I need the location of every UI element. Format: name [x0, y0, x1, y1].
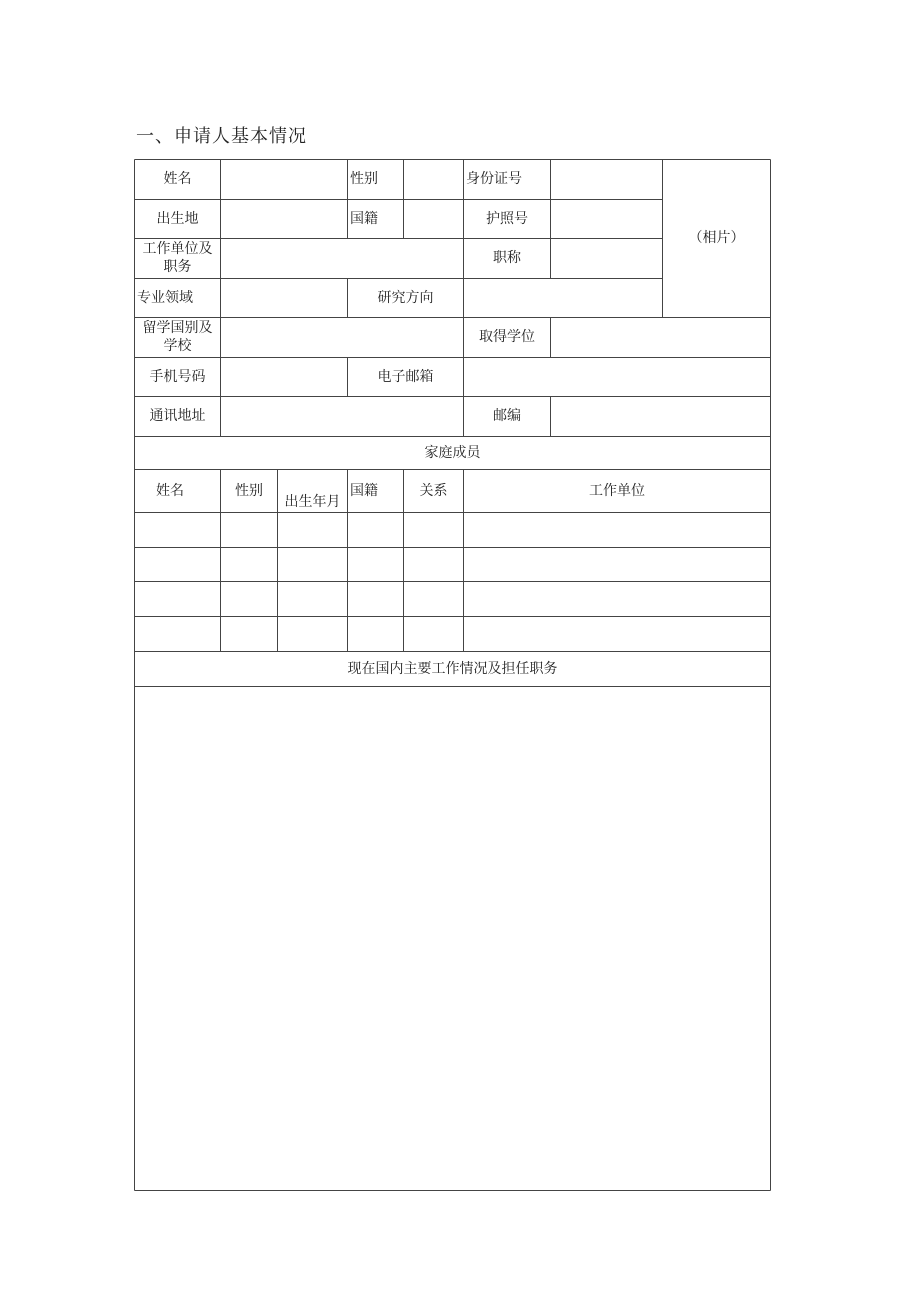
photo-placeholder[interactable]: （相片）: [688, 230, 745, 247]
family-col-employer: 工作单位: [589, 482, 645, 499]
family-row-4-gender[interactable]: [221, 617, 277, 651]
gender-field[interactable]: [404, 160, 463, 199]
label-study-country-school: [135, 318, 220, 357]
birthplace-field[interactable]: [221, 200, 347, 238]
label-passport-number: 护照号: [486, 210, 528, 227]
family-row-4-birth[interactable]: [278, 617, 347, 651]
family-row-2-relation[interactable]: [404, 548, 463, 581]
label-mobile: 手机号码: [149, 368, 206, 385]
work-section-header: 现在国内主要工作情况及担任职务: [347, 660, 558, 677]
employer-position-field[interactable]: [221, 239, 463, 278]
label-employer-position-line1: 工作单位及: [142, 241, 213, 257]
family-row-3-nationality[interactable]: [348, 582, 403, 616]
family-col-birth: 出生年月: [284, 493, 341, 510]
family-row-1-birth[interactable]: [278, 513, 347, 547]
family-row-3-name[interactable]: [135, 582, 220, 616]
family-row-1-relation[interactable]: [404, 513, 463, 547]
label-study-country-school-line1: 留学国别及: [142, 320, 213, 336]
label-employer-position: [135, 239, 220, 278]
family-row-3-employer[interactable]: [464, 582, 770, 616]
label-field: 专业领域: [137, 289, 193, 306]
family-section-header: 家庭成员: [424, 444, 481, 461]
family-row-3-gender[interactable]: [221, 582, 277, 616]
title-field[interactable]: [551, 239, 662, 278]
family-row-3-birth[interactable]: [278, 582, 347, 616]
family-row-4-relation[interactable]: [404, 617, 463, 651]
family-row-2-employer[interactable]: [464, 548, 770, 581]
section-title: 一、申请人基本情况: [136, 126, 307, 147]
label-gender: 性别: [350, 171, 378, 188]
study-country-school-field[interactable]: [221, 318, 463, 357]
family-row-1-employer[interactable]: [464, 513, 770, 547]
family-col-gender: 性别: [235, 482, 263, 499]
email-field[interactable]: [464, 358, 770, 396]
family-row-1-nationality[interactable]: [348, 513, 403, 547]
family-row-1-gender[interactable]: [221, 513, 277, 547]
family-row-4-name[interactable]: [135, 617, 220, 651]
label-birthplace: 出生地: [156, 210, 199, 227]
work-description-field[interactable]: [135, 687, 770, 1190]
mobile-field[interactable]: [221, 358, 347, 396]
degree-field[interactable]: [551, 318, 770, 357]
family-row-2-birth[interactable]: [278, 548, 347, 581]
id-number-field[interactable]: [551, 160, 662, 199]
label-title: 职称: [493, 250, 521, 267]
passport-number-field[interactable]: [551, 200, 662, 238]
family-row-3-relation[interactable]: [404, 582, 463, 616]
family-row-2-name[interactable]: [135, 548, 220, 581]
family-col-relation: 关系: [419, 482, 448, 499]
address-field[interactable]: [221, 397, 463, 436]
family-row-2-gender[interactable]: [221, 548, 277, 581]
label-name: 姓名: [163, 171, 192, 188]
label-employer-position-line2: 职务: [163, 258, 192, 275]
family-col-nationality: 国籍: [350, 482, 378, 499]
family-row-4-nationality[interactable]: [348, 617, 403, 651]
label-address: 通讯地址: [149, 408, 206, 425]
label-research-direction: 研究方向: [377, 289, 434, 306]
label-postcode: 邮编: [493, 408, 521, 425]
nationality-field[interactable]: [404, 200, 463, 238]
family-row-4-employer[interactable]: [464, 617, 770, 651]
research-direction-field[interactable]: [464, 279, 662, 317]
family-row-2-nationality[interactable]: [348, 548, 403, 581]
postcode-field[interactable]: [551, 397, 770, 436]
field-input[interactable]: [221, 279, 347, 317]
family-row-1-name[interactable]: [135, 513, 220, 547]
label-study-country-school-line2: 学校: [163, 337, 192, 354]
family-col-name: 姓名: [156, 482, 184, 499]
label-id-number: 身份证号: [466, 171, 522, 188]
name-field[interactable]: [221, 160, 347, 199]
label-degree: 取得学位: [479, 329, 535, 346]
label-email: 电子邮箱: [377, 368, 434, 385]
label-nationality: 国籍: [350, 210, 378, 227]
